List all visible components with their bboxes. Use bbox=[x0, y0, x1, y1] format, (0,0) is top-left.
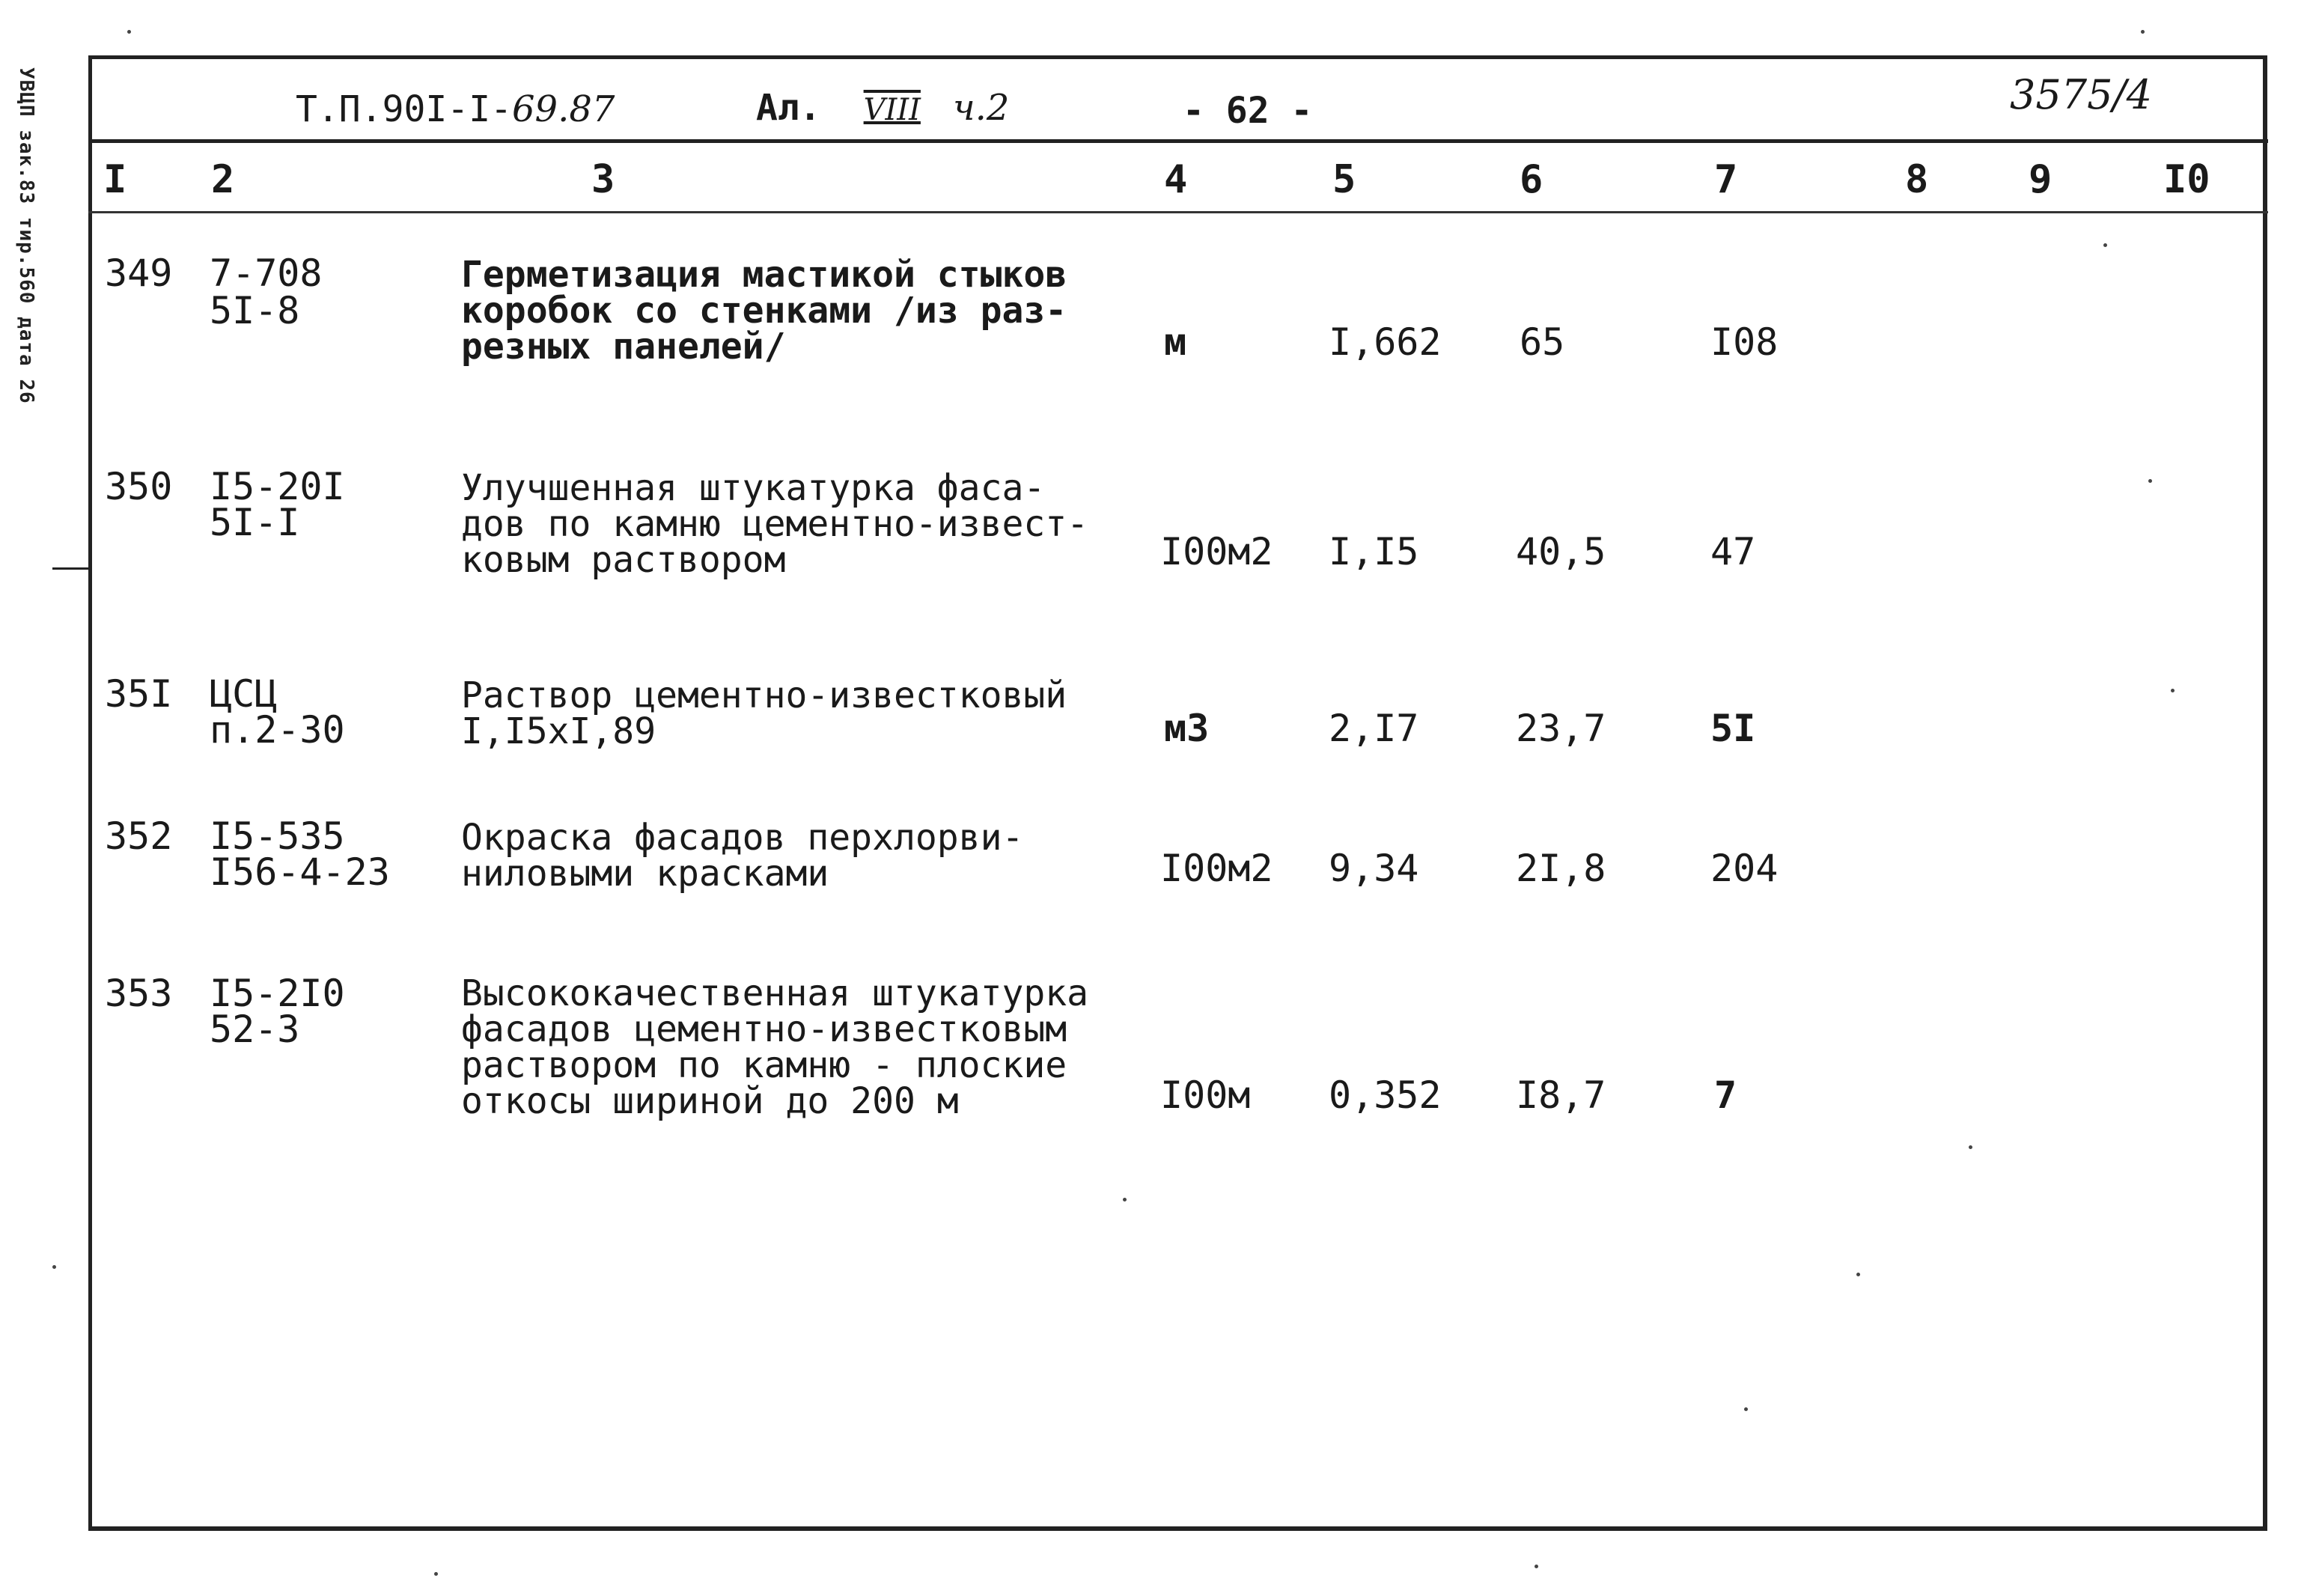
unit: м3 bbox=[1164, 707, 1210, 750]
work-description bbox=[461, 467, 1089, 581]
description-line: ниловыми красками bbox=[461, 853, 829, 895]
page-number: - 62 - bbox=[1183, 90, 1313, 132]
description-line: фасадов цементно-известковым bbox=[461, 1008, 1067, 1050]
unit-rate: 2I,8 bbox=[1516, 847, 1606, 890]
norm-code-2: п.2-30 bbox=[210, 708, 345, 752]
table-frame bbox=[88, 55, 2267, 1531]
description-line: резных панелей/ bbox=[461, 326, 786, 368]
norm-code-1: 7-708 bbox=[210, 252, 323, 295]
col-header-7: 7 bbox=[1714, 157, 1738, 202]
doc-code-handwritten: 69.87 bbox=[511, 88, 615, 130]
col-header-3: 3 bbox=[591, 157, 615, 202]
row-number: 35I bbox=[105, 672, 173, 716]
col-header-5: 5 bbox=[1332, 157, 1356, 202]
scan-speck bbox=[1856, 1273, 1860, 1276]
row-number: 353 bbox=[105, 972, 173, 1015]
margin-tick-mark bbox=[52, 567, 90, 570]
doc-code bbox=[296, 88, 615, 130]
quantity: 0,352 bbox=[1329, 1073, 1442, 1117]
scan-speck bbox=[1123, 1198, 1127, 1201]
norm-code-1: I5-2I0 bbox=[210, 972, 345, 1015]
description-line: раствором по камню - плоские bbox=[461, 1044, 1067, 1086]
total-cost: I08 bbox=[1710, 320, 1779, 364]
quantity: I,I5 bbox=[1329, 530, 1419, 573]
col-header-9: 9 bbox=[2029, 157, 2053, 202]
unit-rate: 40,5 bbox=[1516, 530, 1606, 573]
doc-code-prefix: Т.П.90I-I- bbox=[296, 88, 512, 130]
row-number: 350 bbox=[105, 465, 173, 508]
col-header-4: 4 bbox=[1164, 157, 1188, 202]
scan-speck bbox=[52, 1265, 56, 1269]
work-description bbox=[461, 972, 1089, 1122]
col-header-6: 6 bbox=[1520, 157, 1543, 202]
col-header-10: I0 bbox=[2163, 157, 2210, 202]
scan-speck bbox=[2171, 689, 2175, 692]
album-part-handwritten: ч.2 bbox=[952, 87, 1010, 129]
unit-rate: 65 bbox=[1520, 320, 1565, 364]
quantity: 2,I7 bbox=[1329, 707, 1419, 750]
total-cost: 47 bbox=[1710, 530, 1756, 573]
description-line: Окраска фасадов перхлорви- bbox=[461, 817, 1024, 859]
scan-speck bbox=[1744, 1407, 1748, 1411]
header-divider bbox=[88, 139, 2268, 143]
unit: I00м2 bbox=[1160, 847, 1273, 890]
unit-rate: I8,7 bbox=[1516, 1073, 1606, 1117]
total-cost: 7 bbox=[1714, 1073, 1737, 1117]
col-header-2: 2 bbox=[211, 157, 235, 202]
unit-rate: 23,7 bbox=[1516, 707, 1606, 750]
side-print-note: УВЦП зак.83 тир.560 дата 26 bbox=[15, 67, 37, 404]
work-description bbox=[461, 817, 1024, 895]
unit: I00м bbox=[1160, 1073, 1251, 1117]
album-label: Ал. bbox=[756, 87, 821, 129]
scan-speck bbox=[434, 1572, 438, 1576]
row-number: 349 bbox=[105, 252, 173, 295]
scan-speck bbox=[1969, 1145, 1972, 1149]
col-header-8: 8 bbox=[1905, 157, 1929, 202]
scan-speck bbox=[1535, 1565, 1538, 1568]
description-line: коробок со стенками /из раз- bbox=[461, 290, 1067, 332]
quantity: I,662 bbox=[1329, 320, 1442, 364]
archive-number-handwritten: 3575/4 bbox=[2010, 71, 2152, 118]
album-number-handwritten: VIII bbox=[863, 93, 921, 127]
total-cost: 204 bbox=[1710, 847, 1779, 890]
unit: м bbox=[1164, 320, 1187, 364]
norm-code-2: 5I-I bbox=[210, 501, 300, 544]
norm-code-1: I5-535 bbox=[210, 814, 345, 858]
norm-code-2: 52-3 bbox=[210, 1008, 300, 1051]
quantity: 9,34 bbox=[1329, 847, 1419, 890]
description-line: откосы шириной до 200 м bbox=[461, 1080, 959, 1122]
album-ref bbox=[756, 87, 1010, 129]
description-line: Раствор цементно-известковый bbox=[461, 674, 1067, 716]
work-description bbox=[461, 674, 1067, 752]
norm-code-2: I56-4-23 bbox=[210, 850, 390, 894]
row-number: 352 bbox=[105, 814, 173, 858]
description-line: ковым раствором bbox=[461, 539, 786, 581]
col-header-1: I bbox=[103, 157, 127, 202]
norm-code-2: 5I-8 bbox=[210, 289, 300, 332]
description-line: Улучшенная штукатурка фаса- bbox=[461, 467, 1046, 509]
scan-speck bbox=[2141, 30, 2145, 34]
description-line: Высококачественная штукатурка bbox=[461, 972, 1089, 1014]
description-line: дов по камню цементно-извест- bbox=[461, 503, 1089, 545]
scan-speck bbox=[127, 30, 131, 34]
total-cost: 5I bbox=[1710, 707, 1756, 750]
scan-speck bbox=[2148, 479, 2152, 483]
description-line: Герметизация мастикой стыков bbox=[461, 254, 1067, 296]
work-description bbox=[461, 254, 1067, 368]
unit: I00м2 bbox=[1160, 530, 1273, 573]
norm-code-1: ЦСЦ bbox=[210, 672, 278, 716]
description-line: I,I5xI,89 bbox=[461, 710, 656, 752]
norm-code-1: I5-20I bbox=[210, 465, 345, 508]
scan-speck bbox=[2103, 243, 2107, 247]
column-header-divider bbox=[88, 211, 2268, 213]
